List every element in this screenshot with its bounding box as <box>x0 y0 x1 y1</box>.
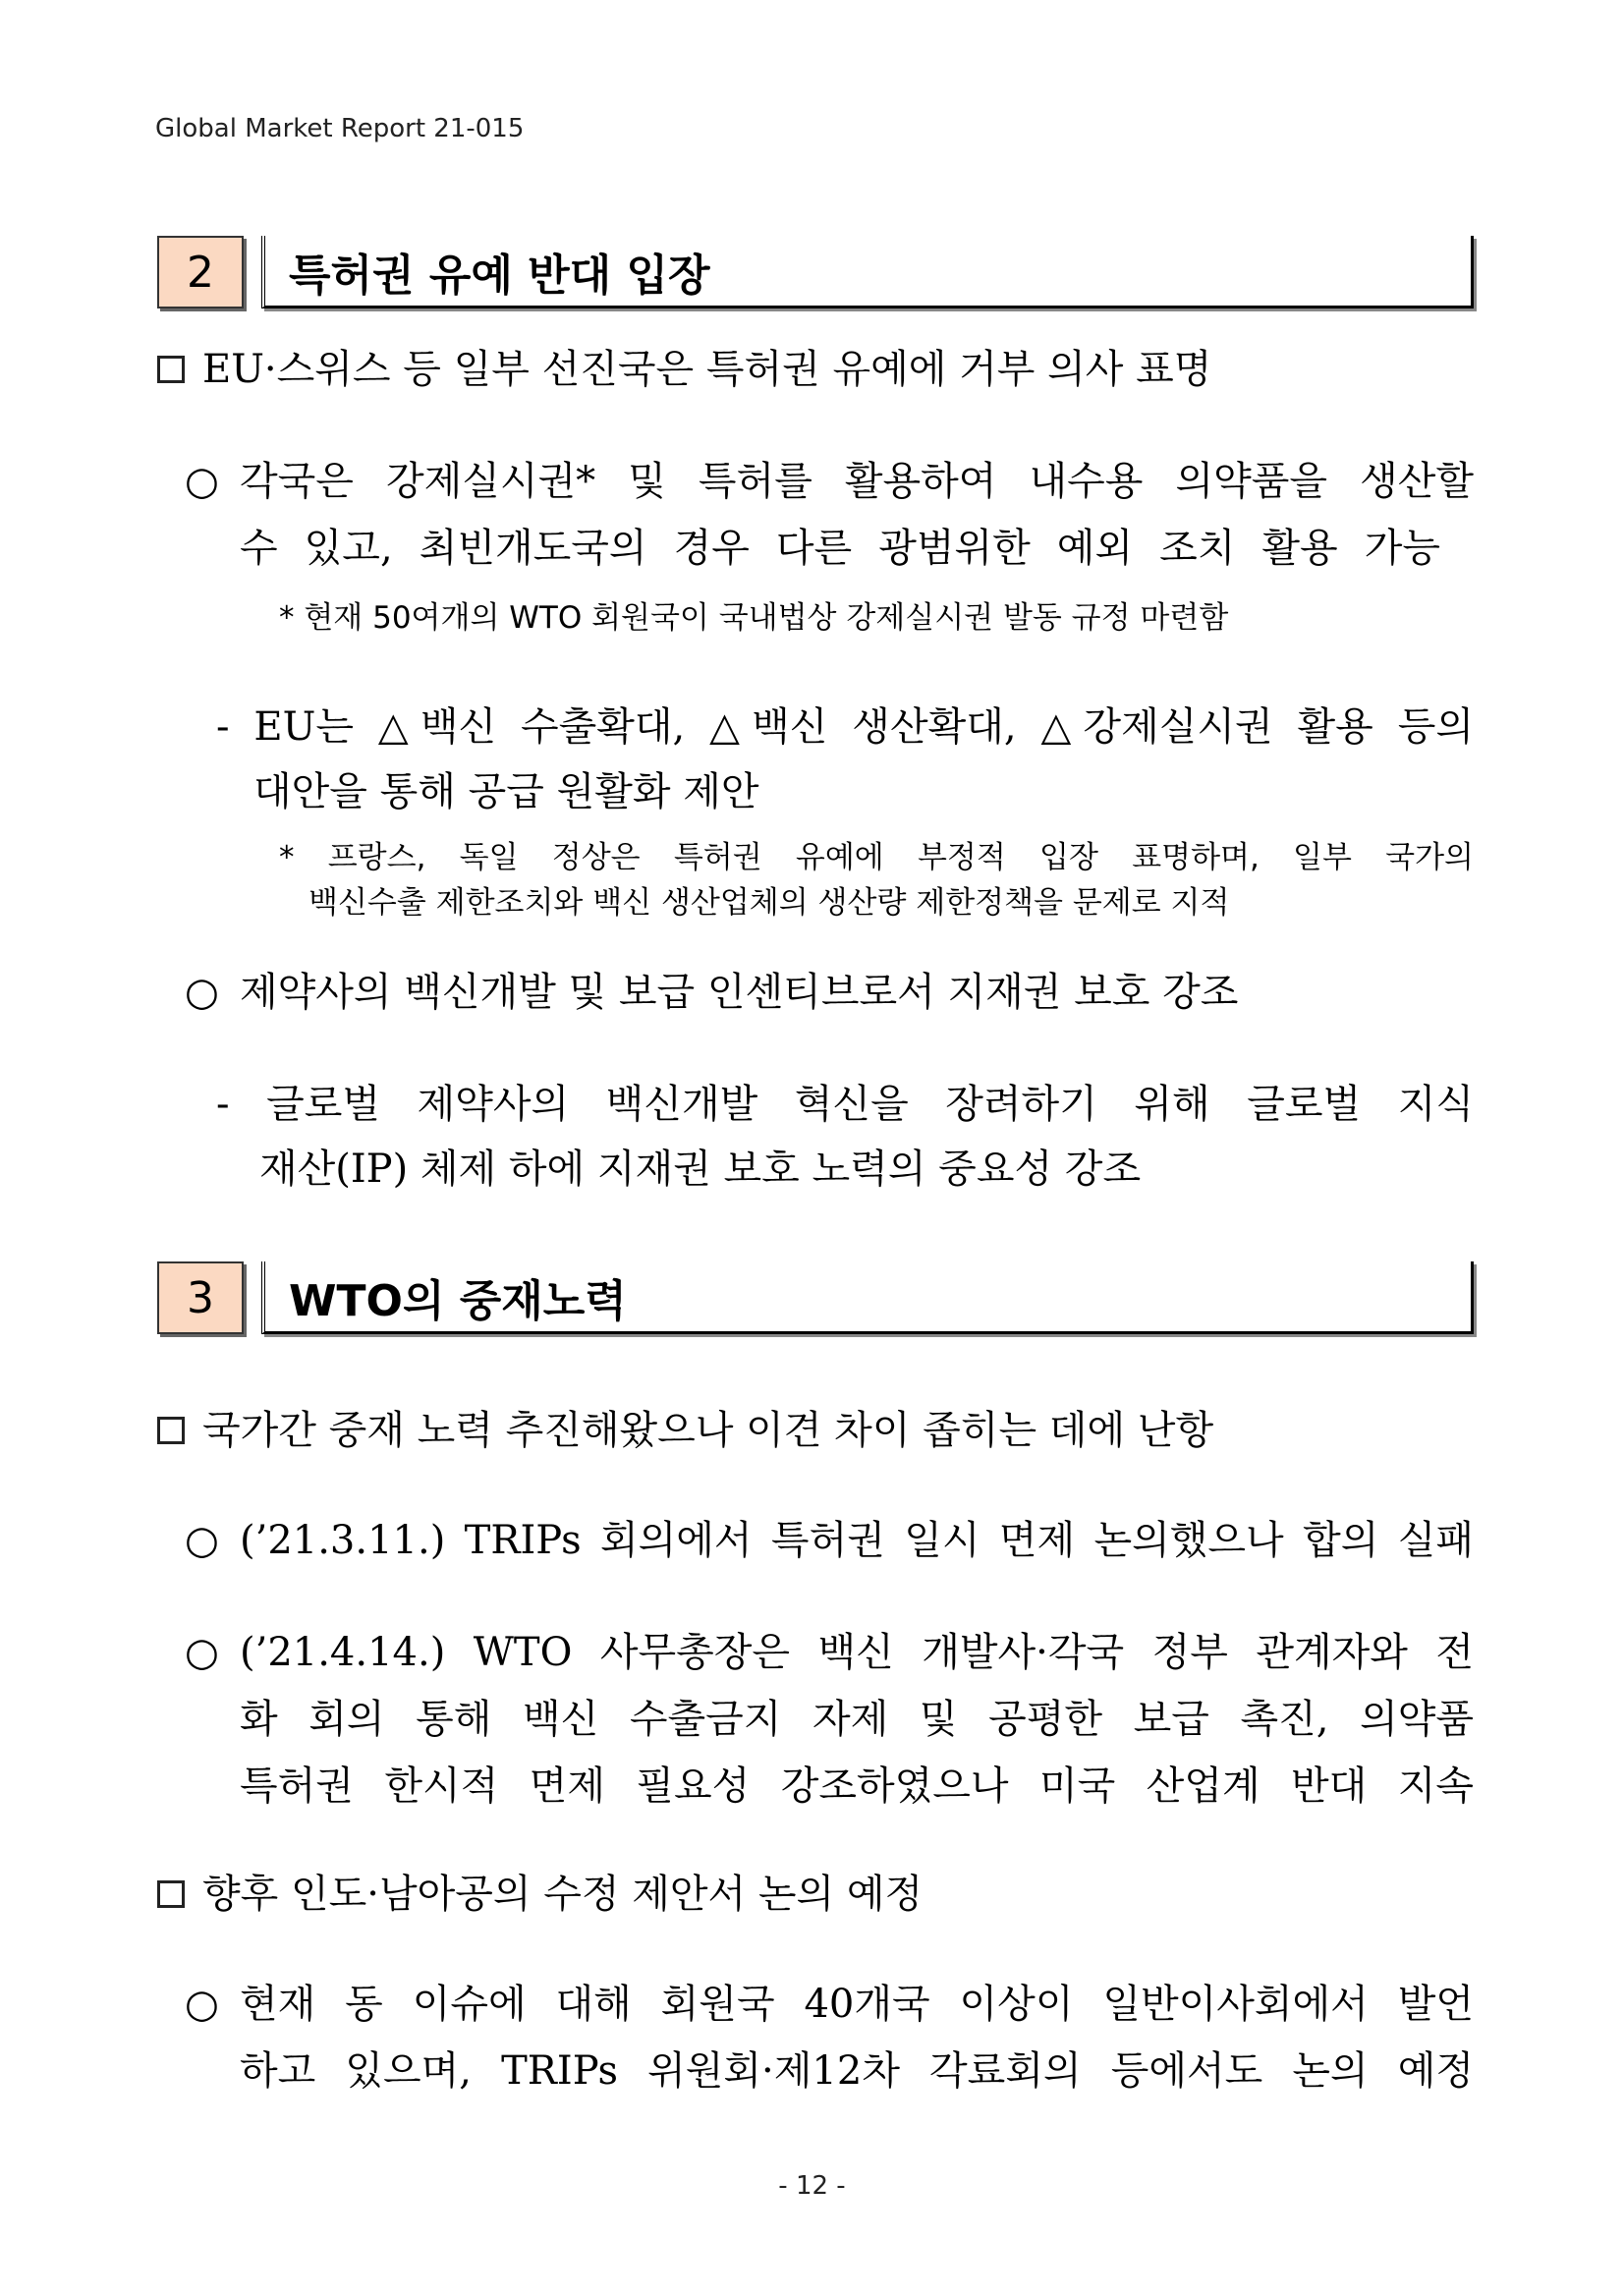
section-2-title: 특허권 유예 반대 입장 <box>261 236 1474 308</box>
section-2-dash-1-line-2: 대안을 통해 공급 원활화 제안 <box>253 769 759 814</box>
checkbox-square-icon <box>157 356 185 383</box>
section-3-bullet-1-text: 국가간 중재 노력 추진해왔으나 이견 차이 좁히는 데에 난항 <box>202 1408 1214 1453</box>
section-3-circle-1: (’21.3.11.) TRIPs 회의에서 특허권 일시 면제 논의했으나 합의 실패 <box>240 1518 1474 1563</box>
section-3-bullet-2 <box>157 1872 924 1917</box>
circle-bullet-icon: ○ <box>185 459 219 504</box>
section-3-title: WTO의 중재노력 <box>261 1261 1474 1334</box>
section-3-circle-2-line-1: (’21.4.14.) WTO 사무총장은 백신 개발사·각국 정부 관계자와 전 <box>240 1630 1474 1675</box>
circle-bullet-icon: ○ <box>185 1982 219 2027</box>
section-3-heading <box>157 1261 1474 1336</box>
checkbox-square-icon <box>157 1880 185 1908</box>
section-2-circle-2: 제약사의 백신개발 및 보급 인센티브로서 지재권 보호 강조 <box>240 970 1239 1015</box>
section-3-number: 3 <box>157 1261 244 1334</box>
section-3-circle-2-line-3: 특허권 한시적 면제 필요성 강조하였으나 미국 산업계 반대 지속 <box>240 1764 1474 1809</box>
section-2-note-1: * 현재 50여개의 WTO 회원국이 국내법상 강제실시권 발동 규정 마련함 <box>279 600 1229 636</box>
section-3-circle-2-line-2: 화 회의 통해 백신 수출금지 자제 및 공평한 보급 촉진, 의약품 <box>240 1697 1474 1742</box>
section-3-circle-3-line-1: 현재 동 이슈에 대해 회원국 40개국 이상이 일반이사회에서 발언 <box>240 1982 1474 2027</box>
report-header: Global Market Report 21-015 <box>155 114 525 143</box>
section-3-bullet-1 <box>157 1408 1214 1453</box>
section-2-note-2-line-2: 백신수출 제한조치와 백신 생산업체의 생산량 제한정책을 문제로 지적 <box>308 885 1230 921</box>
section-2-dash-2-line-1: - 글로벌 제약사의 백신개발 혁신을 장려하기 위해 글로벌 지식 <box>216 1082 1474 1127</box>
page-number: - 12 - <box>778 2171 846 2201</box>
section-2-circle-1-line-2: 수 있고, 최빈개도국의 경우 다른 광범위한 예외 조치 활용 가능 <box>240 526 1440 571</box>
checkbox-square-icon <box>157 1417 185 1444</box>
section-2-bullet-1 <box>157 347 1212 392</box>
section-2-note-2-line-1: * 프랑스, 독일 정상은 특허권 유예에 부정적 입장 표명하며, 일부 국가의 <box>279 840 1474 875</box>
circle-bullet-icon: ○ <box>185 970 219 1015</box>
section-2-heading <box>157 236 1474 310</box>
circle-bullet-icon: ○ <box>185 1630 219 1675</box>
section-2-dash-2-line-2: 재산(IP) 체제 하에 지재권 보호 노력의 중요성 강조 <box>259 1147 1142 1192</box>
section-3-circle-3-line-2: 하고 있으며, TRIPs 위원회·제12차 각료회의 등에서도 논의 예정 <box>240 2048 1474 2094</box>
section-2-number: 2 <box>157 236 244 308</box>
section-3-bullet-2-text: 향후 인도·남아공의 수정 제안서 논의 예정 <box>202 1872 924 1917</box>
circle-bullet-icon: ○ <box>185 1518 219 1563</box>
section-2-circle-1-line-1: 각국은 강제실시권* 및 특허를 활용하여 내수용 의약품을 생산할 <box>240 459 1474 504</box>
section-2-dash-1-line-1: - EU는 △백신 수출확대, △백신 생산확대, △강제실시권 활용 등의 <box>216 704 1474 750</box>
section-2-bullet-1-text: EU·스위스 등 일부 선진국은 특허권 유예에 거부 의사 표명 <box>202 347 1212 392</box>
